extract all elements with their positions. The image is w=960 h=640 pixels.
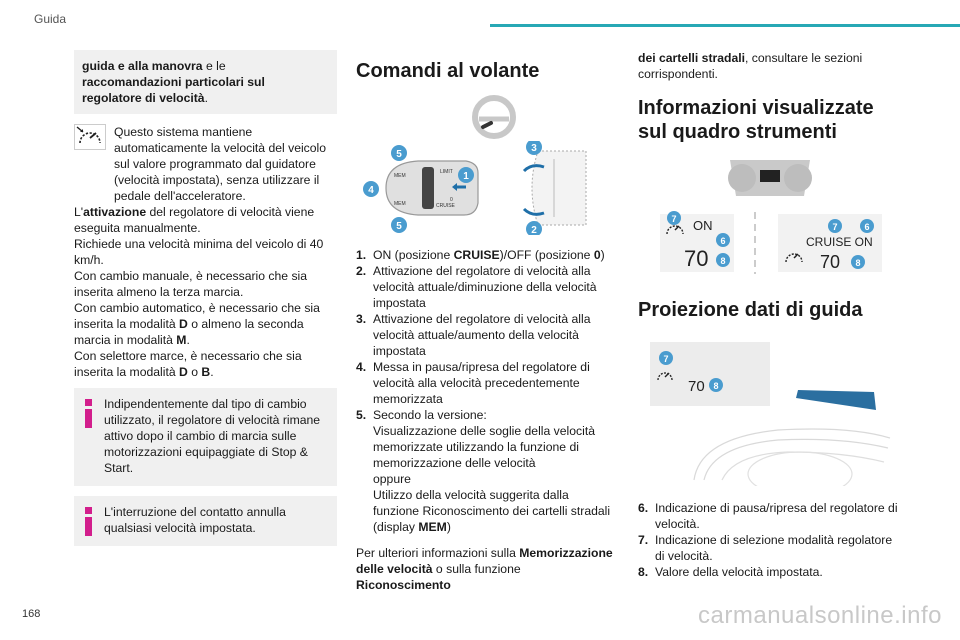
badge-6 [860, 219, 874, 233]
list-text: Valore della velocità impostata. [655, 565, 823, 579]
list-text [373, 247, 605, 263]
text: . [210, 365, 214, 379]
text: o almeno la seconda marcia in modalità [74, 317, 304, 347]
lever-label: CRUISE [436, 203, 455, 209]
svg-text:1: 1 [463, 171, 469, 182]
speedometer-icon [74, 124, 106, 150]
display-on-text: ON [693, 218, 713, 233]
see-also-text [356, 545, 618, 593]
info-box-stop-start [74, 388, 337, 486]
text: . [186, 333, 190, 347]
text: oppure [373, 472, 411, 486]
controls-list [356, 247, 618, 535]
cluster-legend-list [638, 500, 902, 580]
column-left [74, 50, 337, 546]
list-item [356, 407, 618, 535]
svg-text:6: 6 [720, 236, 726, 246]
text: Con cambio automatico, è necessario che sia inserita la modalità [74, 301, 320, 331]
svg-text:7: 7 [832, 222, 838, 232]
badge-8 [851, 255, 865, 269]
svg-text:3: 3 [531, 143, 537, 154]
display-cruise-text: CRUISE ON [806, 235, 873, 249]
lever-label: LIMIT [440, 169, 453, 175]
lever-label: MEM [394, 173, 406, 179]
callout-badge-5a [391, 145, 407, 161]
text: Visualizzazione delle soglie della velocità memorizzate utilizzando la funzione di memorizzazione delle velocità [373, 424, 595, 470]
text: e le [202, 59, 226, 73]
text: )/OFF (posizione [499, 248, 594, 262]
svg-text:6: 6 [864, 222, 870, 232]
text: Per ulteriori informazioni sulla [356, 546, 520, 560]
list-item [638, 564, 902, 580]
svg-text:7: 7 [663, 354, 669, 364]
header-rule [490, 24, 960, 27]
list-number: 5. [356, 408, 367, 422]
instrument-cluster-icon [638, 156, 902, 200]
intro-text: Questo sistema mantiene automaticamente la velocità del veicolo sul valore programmato dal guidatore (velocità impostata), senza utilizzare il pedale dell'acceleratore. [114, 125, 327, 203]
continuation-box [74, 50, 337, 114]
header-title: Guida [34, 12, 67, 26]
page-number: 168 [22, 608, 41, 620]
list-text [373, 407, 618, 535]
text: ) [446, 520, 451, 534]
section-title-hud: Proiezione dati di guida [638, 299, 863, 321]
badge-7 [659, 351, 673, 365]
display-speed: 70 [684, 246, 709, 271]
selector-text [74, 348, 337, 380]
svg-text:2: 2 [531, 225, 537, 235]
list-text: Indicazione di pausa/ripresa del regolatore di velocità. [655, 501, 898, 531]
head-up-display-illustration [638, 334, 902, 486]
text: . [204, 91, 208, 105]
info-box-ignition [74, 496, 337, 546]
list-text: Attivazione del regolatore di velocità alla velocità attuale/diminuzione della velocità impostata [373, 264, 597, 310]
svg-text:7: 7 [671, 214, 677, 224]
callout-badge-5b [391, 217, 407, 233]
text: Con selettore marce, è necessario che sia inserita la modalità [74, 349, 302, 379]
list-number: 7. [638, 533, 649, 547]
info-text: L'interruzione del contatto annulla qualsiasi velocità impostata. [104, 505, 286, 535]
min-speed-text: Richiede una velocità minima del veicolo di 40 km/h. [74, 237, 324, 267]
text: o sulla funzione [432, 562, 521, 576]
bold-text: attivazione [83, 205, 147, 219]
list-number: 6. [638, 501, 649, 515]
display-speed: 70 [820, 252, 841, 272]
list-item [356, 359, 618, 407]
column-middle [356, 50, 618, 593]
cluster-displays-illustration [638, 210, 902, 276]
list-text: Indicazione di selezione modalità regolatore di velocità. [655, 533, 893, 563]
text: Utilizzo della velocità suggerita dalla funzione Riconoscimento dei cartelli stradali (display [373, 488, 611, 534]
bold-text: Memorizzazione delle velocità [356, 546, 613, 576]
badge-7 [667, 211, 681, 225]
svg-text:4: 4 [368, 185, 374, 196]
bold-text: 0 [593, 248, 601, 262]
text: L' [74, 205, 84, 219]
intro-paragraph [74, 124, 337, 204]
section-title-cluster: Informazioni visualizzate sul quadro strumenti [638, 97, 874, 143]
bold-text: guida e alla manovra [82, 59, 203, 73]
list-number: 2. [356, 264, 367, 278]
list-item [356, 247, 618, 263]
section-title-controls: Comandi al volante [356, 60, 540, 82]
list-item [356, 263, 618, 311]
text: Secondo la versione: [373, 408, 487, 422]
info-icon [82, 504, 94, 536]
info-icon [82, 396, 94, 476]
list-item [638, 500, 902, 532]
watermark: carmanualsonline.info [698, 602, 942, 629]
callout-badge-1 [458, 167, 474, 183]
text: , consultare le sezioni corrispondenti. [638, 51, 863, 81]
cruise-lever-illustration [356, 141, 618, 235]
text: ON (posizione [373, 248, 454, 262]
callout-badge-4 [363, 181, 379, 197]
list-text: Messa in pausa/ripresa del regolatore di velocità alla velocità precedentemente memorizzata [373, 360, 590, 406]
svg-text:5: 5 [396, 149, 402, 160]
svg-text:5: 5 [396, 221, 402, 232]
column-right [638, 50, 902, 580]
bold-text: CRUISE [453, 248, 500, 262]
list-number: 8. [638, 565, 649, 579]
auto-gearbox-text [74, 300, 337, 348]
list-item [356, 311, 618, 359]
steering-wheel-icon [356, 95, 618, 139]
list-number: 1. [356, 248, 367, 262]
bold-text: MEM [418, 520, 447, 534]
bold-text: D [179, 317, 188, 331]
list-item [638, 532, 902, 564]
text: ) [600, 248, 605, 262]
bold-text: B [201, 365, 211, 379]
list-number: 3. [356, 312, 367, 326]
svg-text:8: 8 [720, 256, 726, 266]
text: del regolatore di velocità viene eseguita manualmente. [74, 205, 315, 235]
badge-8 [716, 253, 730, 267]
badge-7 [828, 219, 842, 233]
activation-text [74, 204, 337, 236]
bold-text: D [179, 365, 188, 379]
continuation-text [638, 50, 902, 82]
text: o [187, 365, 202, 379]
lever-label: MEM [394, 201, 406, 207]
svg-text:8: 8 [855, 258, 861, 268]
bold-text: dei cartelli stradali [638, 51, 746, 65]
list-number: 4. [356, 360, 367, 374]
hud-speed: 70 [688, 378, 705, 395]
badge-6 [716, 233, 730, 247]
bold-text: M [176, 333, 187, 347]
bold-text: raccomandazioni particolari sul regolatore di velocità [82, 75, 265, 105]
body-text [74, 204, 337, 380]
svg-text:8: 8 [713, 381, 719, 391]
info-text: Indipendentemente dal tipo di cambio utilizzato, il regolatore di velocità rimane attivo dopo il cambio di marcia sulle motorizzazioni equipaggiate di Stop & Start. [104, 397, 321, 475]
lever-label: 0 [450, 197, 453, 203]
badge-8 [709, 378, 723, 392]
bold-text: Riconoscimento [356, 578, 451, 592]
manual-gearbox-text: Con cambio manuale, è necessario che sia inserita almeno la terza marcia. [74, 269, 308, 299]
list-text: Attivazione del regolatore di velocità alla velocità attuale/aumento della velocità impostata [373, 312, 591, 358]
